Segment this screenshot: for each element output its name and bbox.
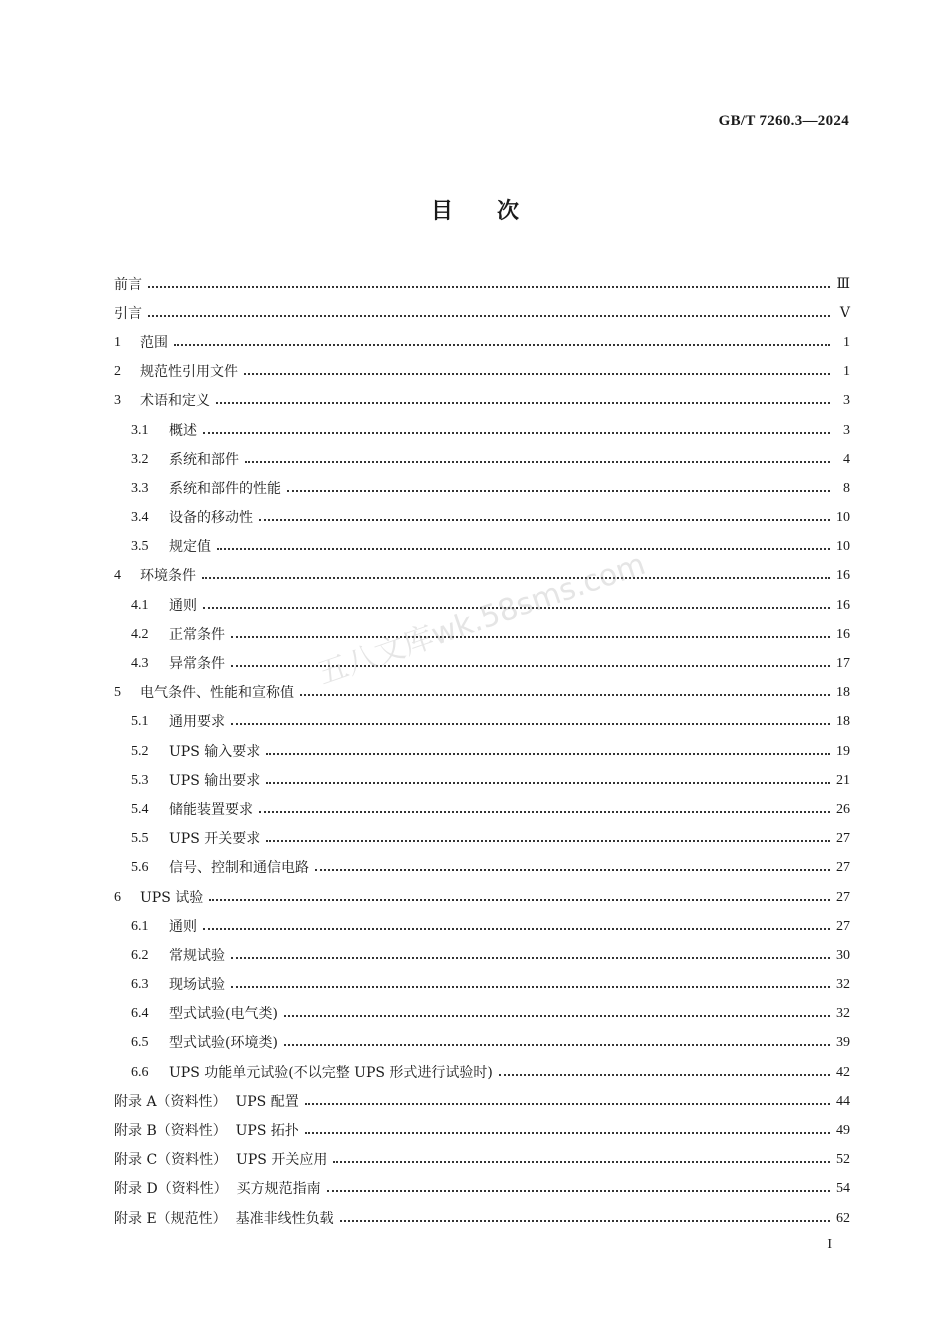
toc-entry-number: 6 [114, 889, 121, 905]
toc-entry[interactable] [114, 825, 850, 854]
toc-dot-leader [245, 461, 830, 463]
toc-dot-leader [284, 1015, 830, 1017]
toc-entry-label: 系统和部件 [169, 451, 239, 468]
toc-dot-leader [148, 286, 830, 288]
toc-entry-label: 通用要求 [169, 714, 225, 731]
toc-dot-leader [209, 899, 830, 901]
toc-dot-leader [231, 986, 830, 988]
table-of-contents [114, 270, 850, 1233]
toc-entry-number: 5.3 [131, 772, 149, 788]
toc-entry[interactable] [114, 445, 850, 474]
toc-entry-number: 3.2 [131, 451, 149, 467]
toc-entry[interactable] [114, 1146, 850, 1175]
toc-dot-leader [259, 811, 830, 813]
toc-entry-page: 27 [836, 831, 850, 847]
toc-entry-number: 6.4 [131, 1006, 149, 1022]
toc-entry[interactable] [114, 737, 850, 766]
toc-entry[interactable] [114, 562, 850, 591]
toc-entry-number: 4 [114, 568, 121, 584]
toc-dot-leader [287, 490, 830, 492]
toc-entry-page: 54 [836, 1181, 850, 1197]
toc-entry-page: 3 [843, 393, 850, 409]
toc-entry-label: 引言 [114, 305, 142, 322]
toc-entry[interactable] [114, 270, 850, 299]
toc-entry-number: 3.3 [131, 480, 149, 496]
toc-entry[interactable] [114, 474, 850, 503]
toc-dot-leader [203, 432, 830, 434]
toc-entry[interactable] [114, 387, 850, 416]
toc-entry[interactable] [114, 912, 850, 941]
toc-entry[interactable] [114, 679, 850, 708]
toc-dot-leader [499, 1074, 830, 1076]
toc-entry-number: 4.2 [131, 626, 149, 642]
toc-entry-number: 3.4 [131, 510, 149, 526]
toc-entry[interactable] [114, 533, 850, 562]
toc-entry-label: 信号、控制和通信电路 [169, 860, 309, 877]
toc-entry[interactable] [114, 416, 850, 445]
toc-entry-number: 6.5 [131, 1035, 149, 1051]
toc-entry-number: 3 [114, 393, 121, 409]
toc-entry-label: 储能装置要求 [169, 801, 253, 818]
toc-dot-leader [174, 344, 830, 346]
toc-entry[interactable] [114, 795, 850, 824]
toc-entry[interactable] [114, 971, 850, 1000]
toc-dot-leader [284, 1044, 830, 1046]
toc-entry-label: 现场试验 [169, 977, 225, 994]
toc-entry-page: 42 [836, 1064, 850, 1080]
toc-entry[interactable] [114, 1000, 850, 1029]
watermark: 五八文库wk.58sms.com [313, 546, 650, 692]
toc-entry[interactable] [114, 766, 850, 795]
toc-entry[interactable] [114, 941, 850, 970]
toc-entry-page: 27 [836, 889, 850, 905]
toc-entry-label: UPS 输出要求 [169, 772, 261, 789]
toc-entry-page: Ⅲ [836, 276, 850, 292]
toc-entry-label: 附录 E（规范性） 基准非线性负载 [114, 1210, 334, 1227]
toc-entry[interactable] [114, 328, 850, 357]
toc-entry-page: 49 [836, 1123, 850, 1139]
page-number: I [827, 1237, 832, 1252]
toc-entry[interactable] [114, 1116, 850, 1145]
toc-entry-number: 5 [114, 685, 121, 701]
toc-entry-number: 6.6 [131, 1064, 149, 1080]
toc-entry-number: 5.5 [131, 831, 149, 847]
toc-entry-label: 术语和定义 [140, 393, 210, 410]
toc-entry-label: 电气条件、性能和宣称值 [140, 685, 294, 702]
toc-entry[interactable] [114, 1087, 850, 1116]
toc-dot-leader [203, 607, 830, 609]
toc-dot-leader [327, 1190, 830, 1192]
toc-dot-leader [203, 928, 830, 930]
toc-entry-label: UPS 试验 [140, 889, 204, 906]
toc-entry-number: 2 [114, 364, 121, 380]
toc-dot-leader [244, 373, 830, 375]
toc-entry[interactable] [114, 1175, 850, 1204]
toc-dot-leader [231, 957, 830, 959]
toc-entry-number: 1 [114, 334, 121, 350]
toc-entry-label: 常规试验 [169, 947, 225, 964]
toc-dot-leader [266, 782, 830, 784]
toc-entry-number: 5.1 [131, 714, 149, 730]
toc-entry-page: 16 [836, 568, 850, 584]
toc-entry-page: 4 [843, 451, 850, 467]
toc-dot-leader [300, 694, 830, 696]
toc-dot-leader [202, 577, 830, 579]
toc-dot-leader [217, 548, 830, 550]
toc-entry[interactable] [114, 708, 850, 737]
toc-entry-page: 10 [836, 539, 850, 555]
toc-entry-label: 附录 A（资料性） UPS 配置 [114, 1093, 299, 1110]
toc-entry-page: 32 [836, 1006, 850, 1022]
toc-dot-leader [231, 665, 830, 667]
toc-entry-number: 4.1 [131, 597, 149, 613]
toc-entry[interactable] [114, 883, 850, 912]
toc-entry[interactable] [114, 358, 850, 387]
toc-entry-label: 概述 [169, 422, 197, 439]
toc-entry[interactable] [114, 1029, 850, 1058]
toc-entry-label: 附录 C（资料性） UPS 开关应用 [114, 1152, 328, 1169]
toc-entry[interactable] [114, 504, 850, 533]
toc-entry[interactable] [114, 854, 850, 883]
toc-entry-page: 16 [836, 597, 850, 613]
toc-entry-page: 32 [836, 977, 850, 993]
toc-entry-page: Ⅴ [839, 305, 850, 321]
toc-entry-label: UPS 功能单元试验(不以完整 UPS 形式进行试验时) [169, 1064, 493, 1081]
toc-dot-leader [148, 315, 830, 317]
toc-dot-leader [340, 1220, 830, 1222]
toc-entry[interactable] [114, 1204, 850, 1233]
toc-entry-number: 6.2 [131, 947, 149, 963]
toc-entry-label: 通则 [169, 597, 197, 614]
toc-entry-number: 3.1 [131, 422, 149, 438]
toc-entry-label: UPS 输入要求 [169, 743, 261, 760]
toc-entry-page: 1 [843, 334, 850, 350]
toc-entry-label: 设备的移动性 [169, 510, 253, 527]
toc-entry-page: 16 [836, 626, 850, 642]
toc-entry-number: 6.1 [131, 918, 149, 934]
toc-dot-leader [305, 1103, 830, 1105]
toc-dot-leader [231, 636, 830, 638]
toc-entry-page: 44 [836, 1093, 850, 1109]
toc-entry-number: 6.3 [131, 977, 149, 993]
toc-entry-label: 型式试验(电气类) [169, 1006, 278, 1023]
toc-entry-page: 18 [836, 714, 850, 730]
toc-entry-label: 规范性引用文件 [140, 364, 238, 381]
toc-entry-number: 3.5 [131, 539, 149, 555]
toc-dot-leader [315, 869, 830, 871]
toc-entry-label: 范围 [140, 334, 168, 351]
toc-entry-page: 21 [836, 772, 850, 788]
toc-entry-label: 异常条件 [169, 656, 225, 673]
standard-number: GB/T 7260.3—2024 [718, 113, 849, 129]
toc-entry-page: 18 [836, 685, 850, 701]
toc-dot-leader [231, 723, 830, 725]
toc-entry-label: 前言 [114, 276, 142, 293]
toc-dot-leader [266, 840, 830, 842]
toc-dot-leader [216, 402, 830, 404]
toc-entry-number: 4.3 [131, 656, 149, 672]
toc-entry-page: 8 [843, 480, 850, 496]
toc-entry-number: 5.6 [131, 860, 149, 876]
toc-entry-label: 系统和部件的性能 [169, 480, 281, 497]
toc-entry-label: 型式试验(环境类) [169, 1035, 278, 1052]
toc-entry-label: 规定值 [169, 539, 211, 556]
toc-entry[interactable] [114, 591, 850, 620]
toc-entry-number: 5.2 [131, 743, 149, 759]
toc-entry-page: 17 [836, 656, 850, 672]
toc-entry-label: 附录 B（资料性） UPS 拓扑 [114, 1123, 299, 1140]
toc-entry-page: 27 [836, 860, 850, 876]
toc-entry-page: 27 [836, 918, 850, 934]
toc-entry-page: 62 [836, 1210, 850, 1226]
toc-entry-page: 1 [843, 364, 850, 380]
toc-entry-page: 39 [836, 1035, 850, 1051]
page-title: 目次 [430, 198, 563, 224]
toc-dot-leader [305, 1132, 830, 1134]
toc-entry[interactable] [114, 1058, 850, 1087]
toc-entry-label: 通则 [169, 918, 197, 935]
toc-dot-leader [266, 753, 830, 755]
toc-entry-page: 10 [836, 510, 850, 526]
toc-dot-leader [259, 519, 830, 521]
toc-entry-label: 附录 D（资料性） 买方规范指南 [114, 1181, 321, 1198]
toc-entry-page: 30 [836, 947, 850, 963]
toc-entry-page: 19 [836, 743, 850, 759]
toc-entry-page: 26 [836, 801, 850, 817]
toc-entry[interactable] [114, 649, 850, 678]
toc-entry-number: 5.4 [131, 801, 149, 817]
toc-entry-label: 正常条件 [169, 626, 225, 643]
toc-entry-label: 环境条件 [140, 568, 196, 585]
toc-entry[interactable] [114, 620, 850, 649]
toc-entry-label: UPS 开关要求 [169, 831, 261, 848]
toc-dot-leader [333, 1161, 830, 1163]
toc-entry-page: 3 [843, 422, 850, 438]
toc-entry-page: 52 [836, 1152, 850, 1168]
toc-entry[interactable] [114, 299, 850, 328]
